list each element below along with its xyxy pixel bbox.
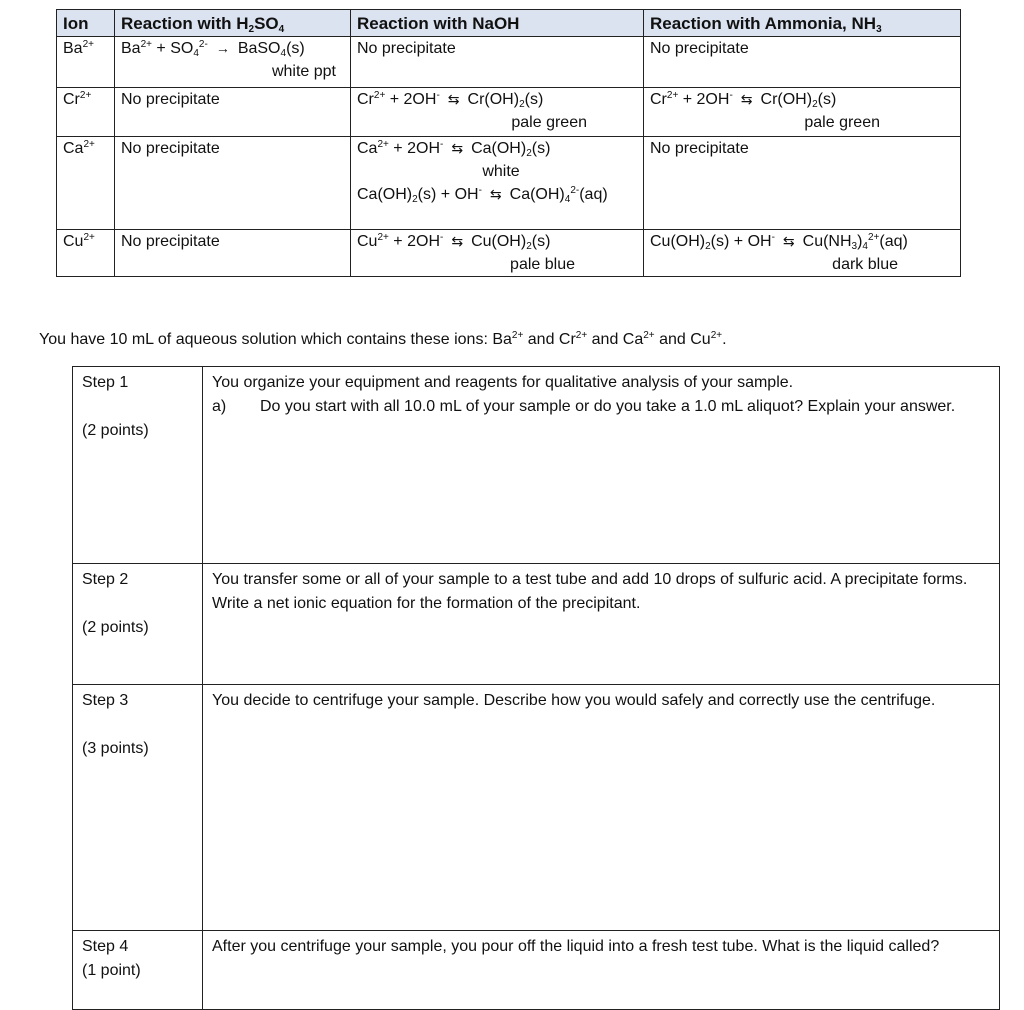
- equilibrium-arrow: ⇆: [447, 91, 460, 107]
- step-row-2: [73, 564, 1000, 685]
- table-row-calcium: [57, 137, 961, 230]
- step-question: You organize your equipment and reagents for qualitative analysis of your sample.: [212, 374, 794, 391]
- step-label: Step 1: [82, 374, 129, 391]
- step-question-cell[interactable]: [203, 367, 1000, 564]
- ion-reaction-table: [56, 9, 961, 277]
- sub-question: [212, 395, 990, 419]
- step-label: Step 3: [82, 692, 129, 709]
- h2so4-cell: No precipitate: [115, 88, 351, 137]
- h2so4-cell: $Ba^{2+} + SO_4^{2-}$ → BaSO$_4$(s) white ppt: [115, 37, 351, 88]
- naoh-cell: No precipitate: [351, 37, 644, 88]
- precipitate-note: pale green: [511, 114, 587, 131]
- step-points: (1 point): [82, 962, 141, 979]
- table-header-row: [57, 10, 961, 37]
- naoh-cell: $Ca^{2+} + 2OH^-$ ⇆ $Ca(OH)_2(s)$ white $Ca(OH)_2(s) + OH^-$ ⇆ $Ca(OH)_4^{2-}(aq)$: [351, 137, 644, 230]
- header-ammonia: Reaction with Ammonia, $NH_3$: [644, 10, 961, 37]
- step-question: After you centrifuge your sample, you pour off the liquid into a fresh test tube. What is the liquid called?: [212, 938, 940, 955]
- precipitate-note: white: [482, 163, 520, 180]
- table-row-barium: [57, 37, 961, 88]
- ion-cell: $Ca^{2+}$: [57, 137, 115, 230]
- second-reaction: $Ca(OH)_2(s) + OH^-$ ⇆ $Ca(OH)_4^{2-}(aq)$: [357, 185, 608, 205]
- step-question: You transfer some or all of your sample to a test tube and add 10 drops of sulfuric acid. A precipitate forms. Write a net ionic equation for the formation of the precipitant.: [212, 571, 968, 612]
- step-points: (2 points): [82, 619, 149, 636]
- step-label: Step 4: [82, 938, 129, 955]
- complex-note: dark blue: [832, 256, 898, 273]
- header-naoh: Reaction with NaOH: [351, 10, 644, 37]
- equilibrium-arrow: ⇆: [451, 233, 464, 249]
- step-label: Step 2: [82, 571, 129, 588]
- naoh-cell: $Cr^{2+} + 2OH^-$ ⇆ $Cr(OH)_2(s)$ pale green: [351, 88, 644, 137]
- precipitate-note: pale blue: [510, 256, 575, 273]
- problem-statement: You have 10 mL of aqueous solution which contains these ions: $Ba^{2+}$ and $Cr^{2+}$ and $Ca^{2+}$ and $Cu^{2+}$.: [39, 330, 727, 348]
- step-question: You decide to centrifuge your sample. Describe how you would safely and correctly use the centrifuge.: [212, 692, 936, 709]
- header-ion: Ion: [57, 10, 115, 37]
- equilibrium-arrow: ⇆: [740, 91, 753, 107]
- step-label-cell: [73, 685, 203, 931]
- precipitate-note: white ppt: [271, 63, 336, 80]
- ion-cell: $Cr^{2+}$: [57, 88, 115, 137]
- h2so4-cell: No precipitate: [115, 137, 351, 230]
- ammonia-cell: $Cu(OH)_2(s) + OH^-$ ⇆ $Cu(NH_3)_4^{2+}(aq)$ dark blue: [644, 230, 961, 277]
- step-row-4: [73, 931, 1000, 1010]
- sub-question-text: Do you start with all 10.0 mL of your sample or do you take a 1.0 mL aliquot? Explain your answer.: [260, 398, 956, 415]
- step-label-cell: [73, 564, 203, 685]
- steps-table: [72, 366, 1000, 1010]
- ammonia-cell: No precipitate: [644, 37, 961, 88]
- step-label-cell: [73, 367, 203, 564]
- ammonia-cell: $Cr^{2+} + 2OH^-$ ⇆ $Cr(OH)_2(s)$ pale green: [644, 88, 961, 137]
- step-question-cell[interactable]: [203, 685, 1000, 931]
- table-row-copper: [57, 230, 961, 277]
- equilibrium-arrow: ⇆: [782, 233, 795, 249]
- ion-cell: $Ba^{2+}$: [57, 37, 115, 88]
- step-row-3: [73, 685, 1000, 931]
- step-question-cell[interactable]: [203, 564, 1000, 685]
- precipitate-note: pale green: [804, 114, 880, 131]
- equilibrium-arrow: ⇆: [451, 140, 464, 156]
- equilibrium-arrow: ⇆: [489, 186, 502, 202]
- step-row-1: [73, 367, 1000, 564]
- header-h2so4: Reaction with $H_2SO_4$: [115, 10, 351, 37]
- step-points: (3 points): [82, 740, 149, 757]
- h2so4-cell: No precipitate: [115, 230, 351, 277]
- step-label-cell: [73, 931, 203, 1010]
- step-question-cell[interactable]: [203, 931, 1000, 1010]
- step-points: (2 points): [82, 422, 149, 439]
- ion-cell: $Cu^{2+}$: [57, 230, 115, 277]
- table-row-chromium: [57, 88, 961, 137]
- reaction-arrow: →: [215, 40, 230, 56]
- naoh-cell: $Cu^{2+} + 2OH^-$ ⇆ $Cu(OH)_2(s)$ pale blue: [351, 230, 644, 277]
- sub-question-label: a): [212, 398, 227, 415]
- ammonia-cell: No precipitate: [644, 137, 961, 230]
